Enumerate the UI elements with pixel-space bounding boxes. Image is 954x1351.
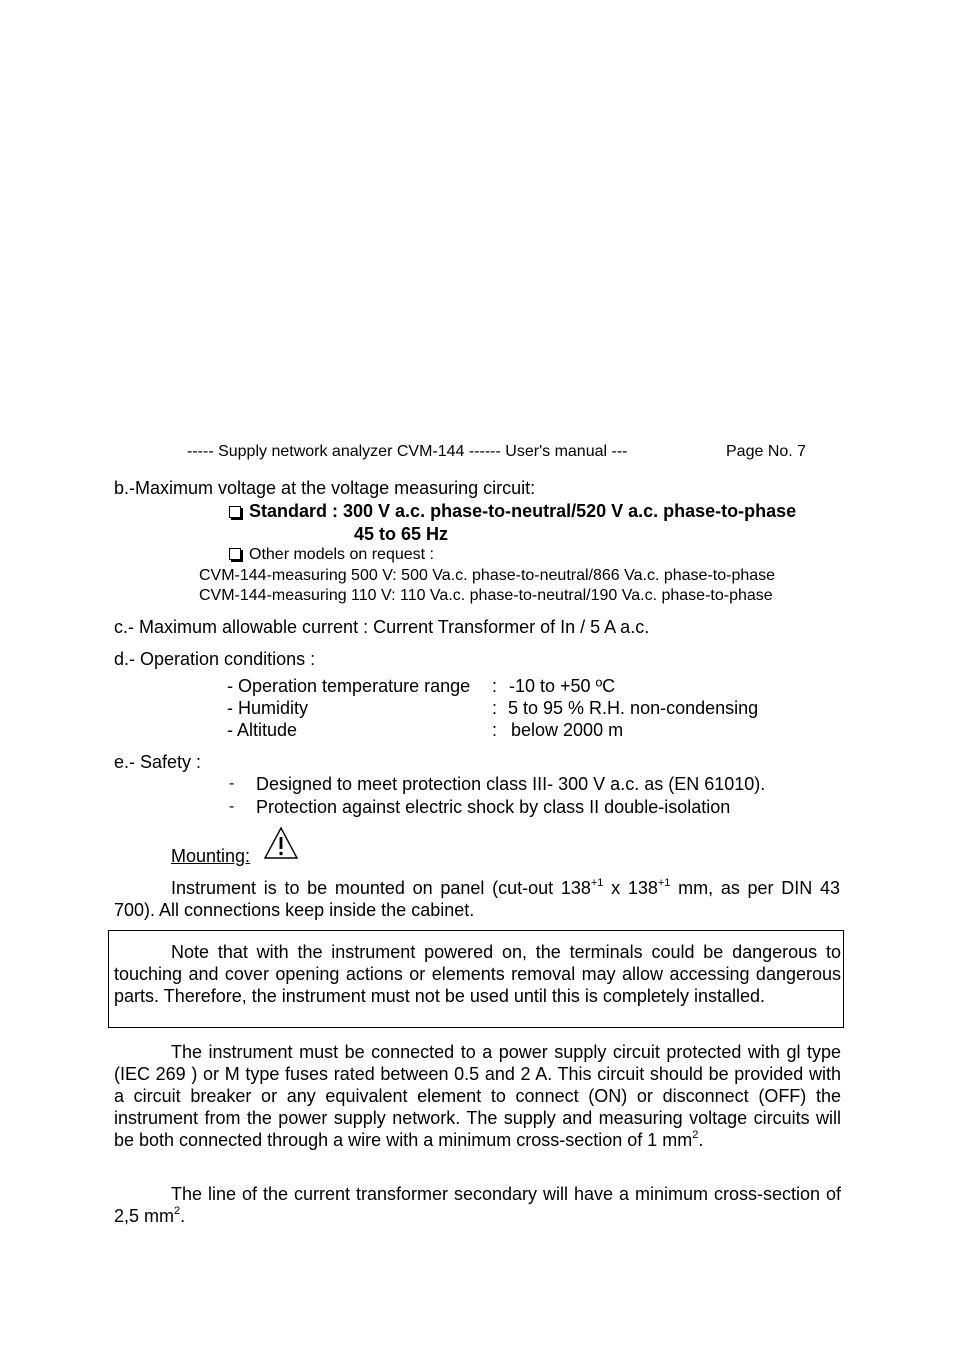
op-row-label: - Humidity (227, 698, 309, 718)
model-110v: CVM-144-measuring 110 V: 110 Va.c. phase-to-neutral/190 Va.c. phase-to-phase (199, 587, 773, 604)
standard-spec: Standard : 300 V a.c. phase-to-neutral/520 V a.c. phase-to-phase (229, 500, 796, 522)
op-row-label: - Altitude (227, 720, 298, 740)
safety-item: Designed to meet protection class III- 300 V a.c. as (EN 61010). (256, 774, 766, 794)
warning-icon (263, 826, 299, 860)
op-row-value: 5 to 95 % R.H. non-condensing (508, 698, 759, 718)
voltage-heading: b.-Maximum voltage at the voltage measuring circuit: (114, 478, 536, 498)
safety-heading: e.- Safety : (114, 752, 202, 772)
mounting-title: Mounting: (171, 846, 251, 866)
page-header: ----- Supply network analyzer CVM-144 ------ User's manual --- (187, 443, 628, 460)
page-number: Page No. 7 (726, 443, 807, 460)
checkbox-icon (229, 506, 241, 518)
other-models: Other models on request : (229, 545, 434, 565)
standard-frequency: 45 to 65 Hz (354, 524, 449, 544)
checkbox-icon (229, 548, 241, 560)
op-row-value: -10 to +50 ºC (509, 676, 616, 696)
warning-note-text: Note that with the instrument powered on, the terminals could be dangerous to touching and cover opening actions or elements removal may allow accessing dangerous parts. Therefore, the instrument must not be used until this is completely installed. (114, 942, 841, 1006)
op-row-sep: : (492, 676, 498, 696)
operation-heading: d.- Operation conditions : (114, 649, 316, 669)
safety-item: Protection against electric shock by class II double-isolation (256, 797, 731, 817)
power-supply-paragraph: The instrument must be connected to a power supply circuit protected with gl type (IEC 269 ) or M type fuses rated between 0.5 and 2 A. This circuit should be provided with a circuit breaker or any equivalent element to connect (ON) or disconnect (OFF) the instrument from the power supply network. The supply and measuring voltage circuits will be both connected through a wire with a minimum cross-section of 1 $mm^2$. (114, 1042, 841, 1150)
op-row-sep: : (492, 698, 498, 718)
current-heading: c.- Maximum allowable current : Current Transformer of In / 5 A a.c. (114, 617, 650, 637)
bullet-dash: - (229, 775, 235, 792)
transformer-paragraph: The line of the current transformer secondary will have a minimum cross-section of 2,5 $mm^2$. (114, 1184, 841, 1226)
op-row-label: - Operation temperature range (227, 676, 471, 696)
op-row-sep: : (492, 720, 498, 740)
bullet-dash: - (229, 798, 235, 815)
mounting-paragraph: Instrument is to be mounted on panel (cut-out $138^{+1}$ x $138^{+1}$ mm, as per DIN 43 700). All connections keep inside the cabinet. (114, 877, 840, 920)
op-row-value: below 2000 m (511, 720, 624, 740)
model-500v: CVM-144-measuring 500 V: 500 Va.c. phase-to-neutral/866 Va.c. phase-to-phase (199, 567, 776, 584)
